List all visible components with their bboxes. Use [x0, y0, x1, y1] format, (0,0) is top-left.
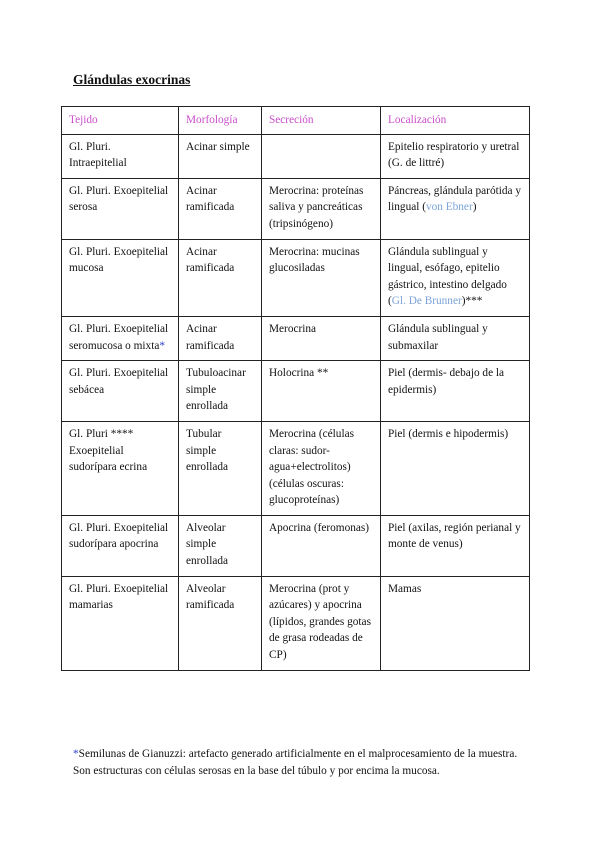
header-secrecion: Secreción	[262, 107, 381, 135]
cell-tejido: Gl. Pluri. Exoepitelial sebácea	[62, 361, 179, 422]
cell-secrecion	[262, 134, 381, 178]
cell-localizacion: Mamas	[381, 576, 530, 670]
cell-localizacion: Glándula sublingual y submaxilar	[381, 316, 530, 360]
cell-localizacion: Piel (dermis- debajo de la epidermis)	[381, 361, 530, 422]
cell-morfologia: Tubuloacinar simple enrollada	[179, 361, 262, 422]
cell-localizacion	[381, 178, 530, 239]
header-localizacion: Localización	[381, 107, 530, 135]
header-morfologia: Morfología	[179, 107, 262, 135]
cell-tejido: Gl. Pluri **** Exoepitelial sudorípara ecrina	[62, 421, 179, 515]
cell-tejido	[62, 316, 179, 360]
table-row	[62, 421, 530, 515]
localizacion-text: Glándula sublingual y lingual, esófago, epitelio gástrico, intestino delgado (	[388, 245, 507, 308]
cell-morfologia: Acinar ramificada	[179, 178, 262, 239]
table-row	[62, 239, 530, 316]
localizacion-end: )	[472, 201, 477, 214]
footnote-asterisk: *	[73, 748, 79, 761]
cell-tejido: Gl. Pluri. Exoepitelial serosa	[62, 178, 179, 239]
cell-localizacion	[381, 239, 530, 316]
cell-secrecion: Merocrina	[262, 316, 381, 360]
cell-secrecion: Holocrina **	[262, 361, 381, 422]
cell-morfologia: Acinar simple	[179, 134, 262, 178]
reference-von-ebner: von Ebner	[425, 201, 473, 214]
table-row	[62, 515, 530, 576]
cell-morfologia: Tubular simple enrollada	[179, 421, 262, 515]
localizacion-end: )***	[461, 295, 483, 308]
cell-localizacion: Epitelio respiratorio y uretral (G. de littré)	[381, 134, 530, 178]
reference-brunner: Gl. De Brunner	[391, 295, 462, 308]
page-title: Glándulas exocrinas	[73, 72, 191, 87]
cell-localizacion: Piel (axilas, región perianal y monte de venus)	[381, 515, 530, 576]
cell-tejido: Gl. Pluri. Exoepitelial mucosa	[62, 239, 179, 316]
table-header-row	[62, 107, 530, 135]
footnote-text: Semilunas de Gianuzzi: artefacto generado artificialmente en el malprocesamiento de la muestra. Son estructuras con células serosas en la base del túbulo y por encima la mucosa.	[73, 748, 518, 777]
glands-table	[61, 106, 530, 671]
cell-tejido: Gl. Pluri. Intraepitelial	[62, 134, 179, 178]
table-row	[62, 361, 530, 422]
cell-secrecion: Merocrina: proteínas saliva y pancreáticas (tripsinógeno)	[262, 178, 381, 239]
localizacion-text: Páncreas, glándula parótida y lingual (	[388, 184, 522, 214]
cell-secrecion: Merocrina (prot y azúcares) y apocrina (lípidos, grandes gotas de grasa rodeadas de CP)	[262, 576, 381, 670]
table-row	[62, 316, 530, 360]
table-row	[62, 576, 530, 670]
cell-secrecion: Merocrina (células claras: sudor- agua+electrolitos) (células oscuras: glucoproteínas)	[262, 421, 381, 515]
table-row	[62, 178, 530, 239]
tejido-text: Gl. Pluri. Exoepitelial seromucosa o mixta	[69, 322, 169, 352]
cell-morfologia: Acinar ramificada	[179, 239, 262, 316]
cell-secrecion: Merocrina: mucinas glucosiladas	[262, 239, 381, 316]
table-row	[62, 134, 530, 178]
cell-secrecion: Apocrina (feromonas)	[262, 515, 381, 576]
footnote-asterisk: *	[159, 339, 166, 352]
cell-morfologia: Acinar ramificada	[179, 316, 262, 360]
header-tejido: Tejido	[62, 107, 179, 135]
cell-tejido: Gl. Pluri. Exoepitelial sudorípara apocrina	[62, 515, 179, 576]
cell-morfologia: Alveolar ramificada	[179, 576, 262, 670]
footnote	[73, 746, 523, 779]
cell-tejido: Gl. Pluri. Exoepitelial mamarias	[62, 576, 179, 670]
cell-morfologia: Alveolar simple enrollada	[179, 515, 262, 576]
cell-localizacion: Piel (dermis e hipodermis)	[381, 421, 530, 515]
